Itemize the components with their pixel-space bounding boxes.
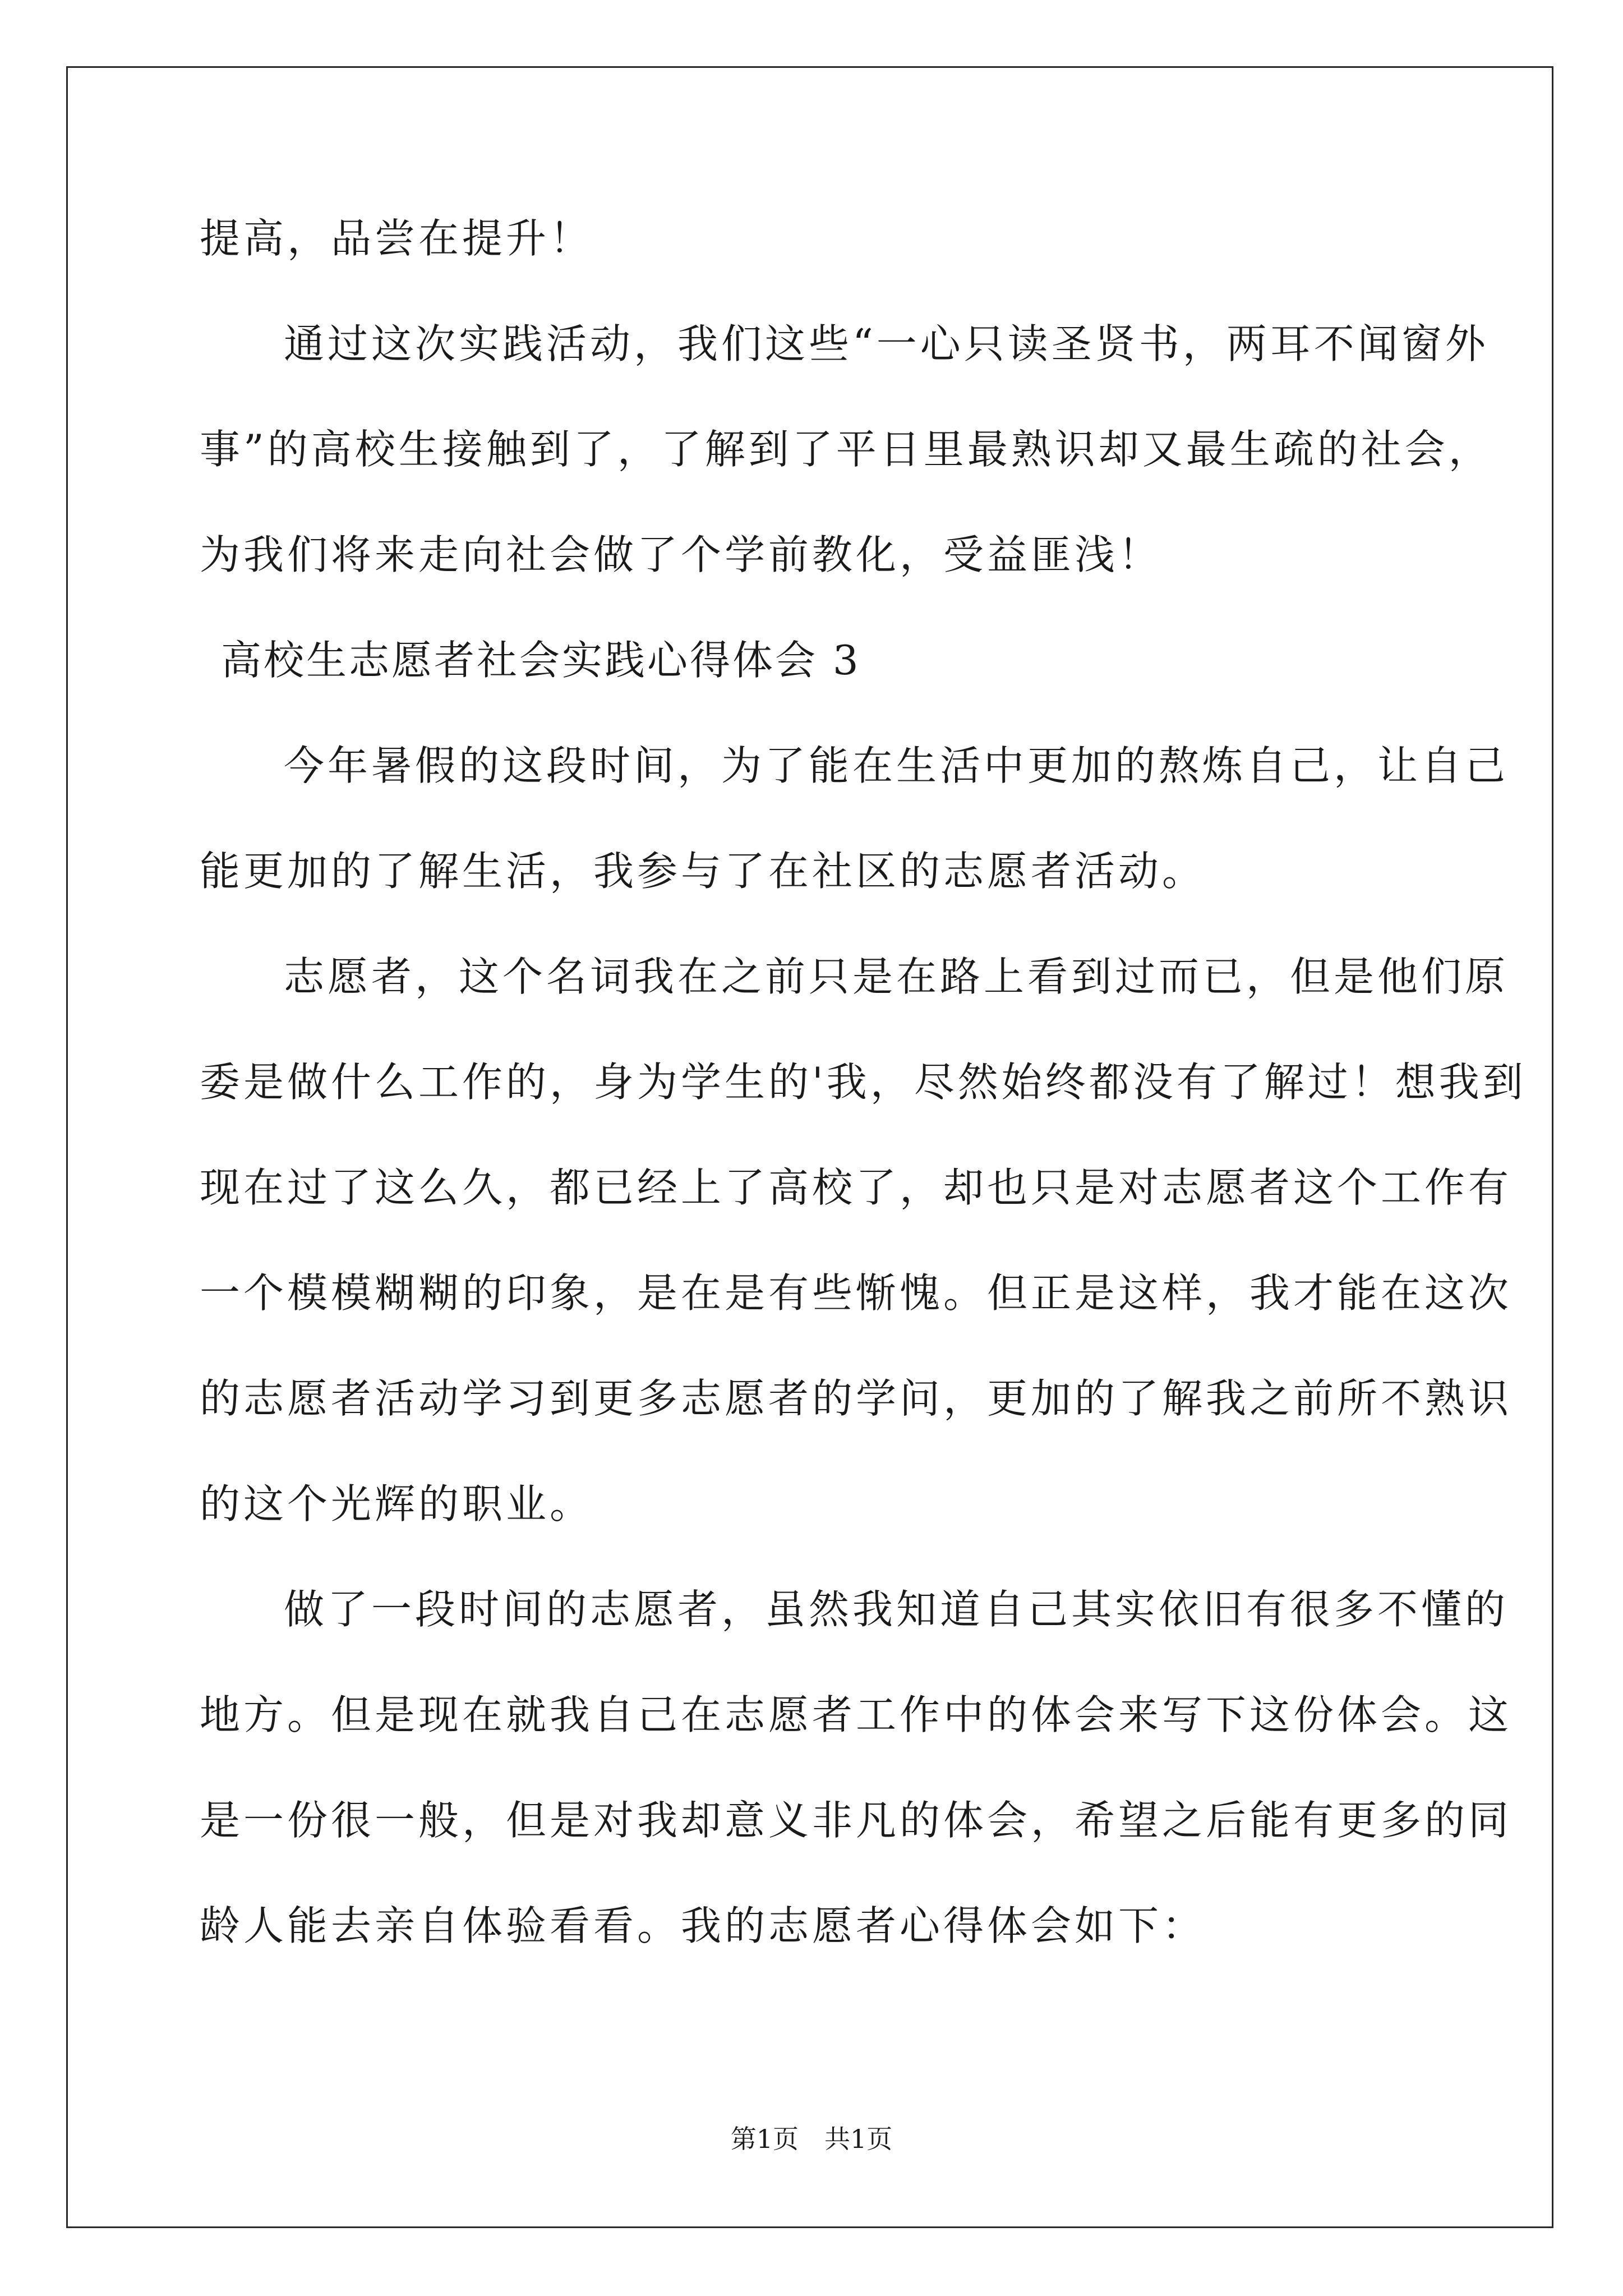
text-line: 为我们将来走向社会做了个学前教化，受益匪浅！: [200, 531, 1163, 578]
text-line: 是一份很一般，但是对我却意义非凡的体会，希望之后能有更多的同: [200, 1797, 1513, 1844]
text-line: 能更加的了解生活，我参与了在社区的志愿者活动。: [200, 848, 1206, 895]
paragraph-start-line: 志愿者，这个名词我在之前只是在路上看到过而已，但是他们原: [284, 953, 1509, 1000]
document-body: [200, 213, 1527, 2006]
text-line: 现在过了这么久，都已经上了高校了，却也只是对志愿者这个工作有: [200, 1164, 1513, 1211]
section-heading: 高校生志愿者社会实践心得体会 3: [221, 637, 861, 684]
text-line: 事”的高校生接触到了，了解到了平日里最熟识却又最生疏的社会，: [200, 426, 1492, 473]
text-line: 提高，品尝在提升！: [200, 215, 594, 262]
paragraph-start-line: 做了一段时间的志愿者，虽然我知道自己其实依旧有很多不懂的: [284, 1586, 1509, 1633]
paragraph-start-line: 今年暑假的这段时间，为了能在生活中更加的熬炼自己，让自己: [284, 742, 1509, 789]
text-line: 委是做什么工作的，身为学生的'我，尽然始终都没有了解过！想我到: [200, 1059, 1527, 1106]
text-line: 龄人能去亲自体验看看。我的志愿者心得体会如下：: [200, 1902, 1206, 1949]
page-number-footer: 第1页 共1页: [730, 2124, 893, 2154]
text-line: 的这个光辉的职业。: [200, 1480, 594, 1527]
text-line: 一个模模糊糊的印象，是在是有些惭愧。但正是这样，我才能在这次: [200, 1269, 1513, 1317]
text-line: 的志愿者活动学习到更多志愿者的学问，更加的了解我之前所不熟识: [200, 1375, 1513, 1422]
text-line: 地方。但是现在就我自己在志愿者工作中的体会来写下这份体会。这: [200, 1691, 1513, 1738]
paragraph-start-line: 通过这次实践活动，我们这些“一心只读圣贤书，两耳不闻窗外: [284, 320, 1489, 367]
